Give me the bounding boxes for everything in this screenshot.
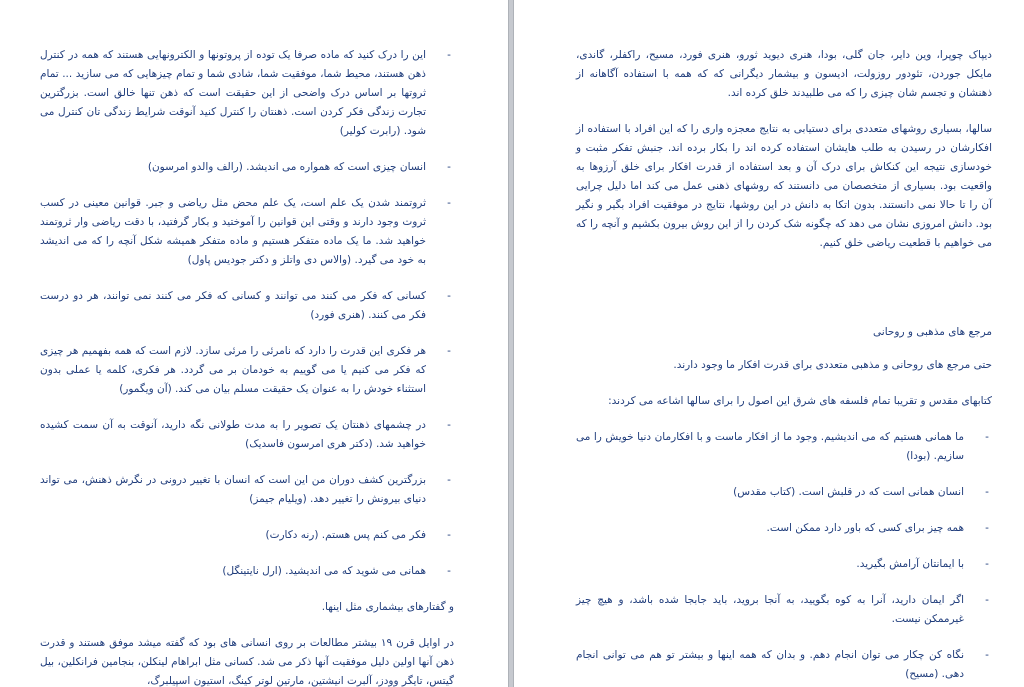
bullet-marker: - <box>447 345 451 357</box>
quote-bullet <box>40 158 454 177</box>
bullet-marker: - <box>985 649 989 661</box>
bullet-marker: - <box>985 431 989 443</box>
quote-bullet <box>40 562 454 581</box>
bullet-marker: - <box>447 49 451 61</box>
bullet-marker: - <box>447 565 451 577</box>
bullet-marker: - <box>985 486 989 498</box>
bullet-marker: - <box>985 522 989 534</box>
bullet-marker: - <box>447 161 451 173</box>
quote-text: این را درک کنید که ماده صرفا یک توده از پروتونها و الکترونهایی هستند که همه در کنترل ذهن هستند، محیط شما، موفقیت شما، شادی شما و تمام چیزهایی که می سازید ... تمام ثروتها بر اساس درک واضحی از این حقیقت است که ذهن تنها خالق است. بزرگترین تجارت زندگی فکر کردن است. ذهنتان را کنترل کنید آنوقت شرایط زندگی تان کنترل می شود. (رابرت کولیر) <box>40 49 426 137</box>
quote-text: ثروتمند شدن یک علم است، یک علم محض مثل ریاضی و جبر. قوانین معینی در کسب ثروت وجود دارند و وقتی این قوانین را آموختید و بکار گرفتید، با دقت ریاضی وار ثروتمند خواهید شد. ما یک ماده متفکر هستیم و ماده متفکر همیشه شکل آنچه را که می اندیشد به خود می گیرد. (والاس دی واتلز و دکتر جودیس پاول) <box>40 197 426 266</box>
quote-text: انسان چیزی است که همواره می اندیشد. (رالف والدو امرسون) <box>147 161 426 173</box>
body-paragraph: کتابهای مقدس و تقریبا تمام فلسفه های شرق این اصول را برای سالها اشاعه می کردند: <box>608 395 992 407</box>
quote-text: ما همانی هستیم که می اندیشیم. وجود ما از افکار ماست و با افکارمان دنیا خویش را می سازیم. (بودا) <box>576 431 964 462</box>
quote-bullet <box>576 519 992 538</box>
quote-text: اگر ایمان دارید، آنرا به کوه بگویید، به آنجا بروید، باید جابجا شده باشد، و هیچ چیز غیرممکن نیست. <box>576 594 964 625</box>
quote-bullet <box>576 483 992 502</box>
quote-text: با ایمانتان آرامش بگیرید. <box>856 558 964 570</box>
quote-bullet <box>40 46 454 141</box>
quote-text: فکر می کنم پس هستم. (رنه دکارت) <box>265 529 426 541</box>
bullet-marker: - <box>447 529 451 541</box>
quote-text: همانی می شوید که می اندیشید. (ارل نایتینگل) <box>222 565 426 577</box>
quote-bullet <box>576 591 992 629</box>
quote-bullet <box>40 342 454 399</box>
quote-bullet <box>40 416 454 454</box>
left-page <box>0 0 508 687</box>
body-paragraph: در اوایل قرن ۱۹ بیشتر مطالعات بر روی انسانی های بود که گفته میشد موفق هستند و قدرت ذهن آنها اولین دلیل موفقیت آنها ذکر می شد. کسانی مثل ابراهام لینکلن، بنجامین فرانکلین، بیل گیتس، تایگر وودز، آلبرت انیشتین، مارتین لوتر کینگ، استیون اسپیلبرگ، <box>40 637 455 687</box>
right-page <box>514 0 1024 687</box>
closing-line: و گفتارهای بیشماری مثل اینها. <box>321 601 454 613</box>
quote-bullet <box>40 471 454 509</box>
body-paragraph: سالها، بسیاری روشهای متعددی برای دستیابی به نتایج معجزه واری را که این افراد با استفاده از افکارشان در رسیدن به طلب هایشان استفاده کرده اند را بکار برده اند. جنبش تفکر مثبت و خودسازی نتیجه این کنکاش برای درک آن و بعد استفاده از قدرت افکار برای خلق آرزوها به واقعیت بود. بسیاری از متخصصان می دانستند که روشهای ذهنی عمل می کند اما دلیل چرایی آن را تا حالا نمی دانستند. بدون اتکا به دانش در این روشها، نتایج در موفقیت افراد بگیر و نگیر بود. دانش امروزی نشان می دهد که چگونه شک کردن را از این روش بیرون بکشیم و آنچه را که می خواهیم با قطعیت ریاضی خلق کنیم. <box>576 123 992 249</box>
quote-text: هر فکری این قدرت را دارد که نامرئی را مرئی سازد. لازم است که همه بفهمیم هر چیزی که فکر می کنیم یا می گوییم به خودمان بر می گردد. هر فکری، کلمه یا عملی بدون استثناء خودش را به عنوان یک حقیقت مسلم بیان می کند. (آن ویگمور) <box>40 345 426 395</box>
quote-text: بزرگترین کشف دوران من این است که انسان با تغییر درونی در نگرش ذهنش، می تواند دنیای بیرونش را تغییر دهد. (ویلیام جیمز) <box>40 474 426 505</box>
body-paragraph: حتی مرجع های روحانی و مذهبی متعددی برای قدرت افکار ما وجود دارند. <box>673 359 992 371</box>
quote-bullet <box>40 287 454 325</box>
bullet-marker: - <box>447 474 451 486</box>
quote-text: انسان همانی است که در قلبش است. (کتاب مقدس) <box>733 486 964 498</box>
quote-bullet <box>576 555 992 574</box>
body-paragraph: دیپاک چوپرا، وین دایر، جان گلی، بودا، هنری دیوید ثورو، هنری فورد، مسیح، راکفلر، گاندی، مایکل جوردن، تئودور روزولت، ادیسون و بیشمار دیگرانی که که همه با استفاده آگاهانه از ذهنشان و تجسم شان چیزی را که می طلبیدند خلق کرده اند. <box>576 49 992 99</box>
bullet-marker: - <box>447 290 451 302</box>
quote-bullet <box>40 526 454 545</box>
bullet-marker: - <box>447 419 451 431</box>
quote-bullet <box>576 428 992 466</box>
bullet-marker: - <box>985 594 989 606</box>
quote-text: کسانی که فکر می کنند می توانند و کسانی که فکر می کنند نمی توانند، هر دو درست فکر می کنند. (هنری فورد) <box>40 290 426 321</box>
quote-bullet <box>40 194 454 270</box>
quote-text: در چشمهای ذهنتان یک تصویر را به مدت طولانی نگه دارید، آنوقت به آن سمت کشیده خواهید شد. (دکتر هری امرسون فاسدیک) <box>40 419 426 450</box>
left-page-text <box>40 46 454 687</box>
section-heading: مرجع های مذهبی و روحانی <box>873 326 992 338</box>
quote-bullet <box>576 646 992 684</box>
quote-text: همه چیز برای کسی که باور دارد ممکن است. <box>766 522 964 534</box>
bullet-marker: - <box>447 197 451 209</box>
quote-text: نگاه کن چکار می توان انجام دهم. و بدان که همه اینها و بیشتر تو هم می توانی انجام دهی. (مسیح) <box>576 649 964 680</box>
right-page-text <box>576 46 992 687</box>
bullet-marker: - <box>985 558 989 570</box>
